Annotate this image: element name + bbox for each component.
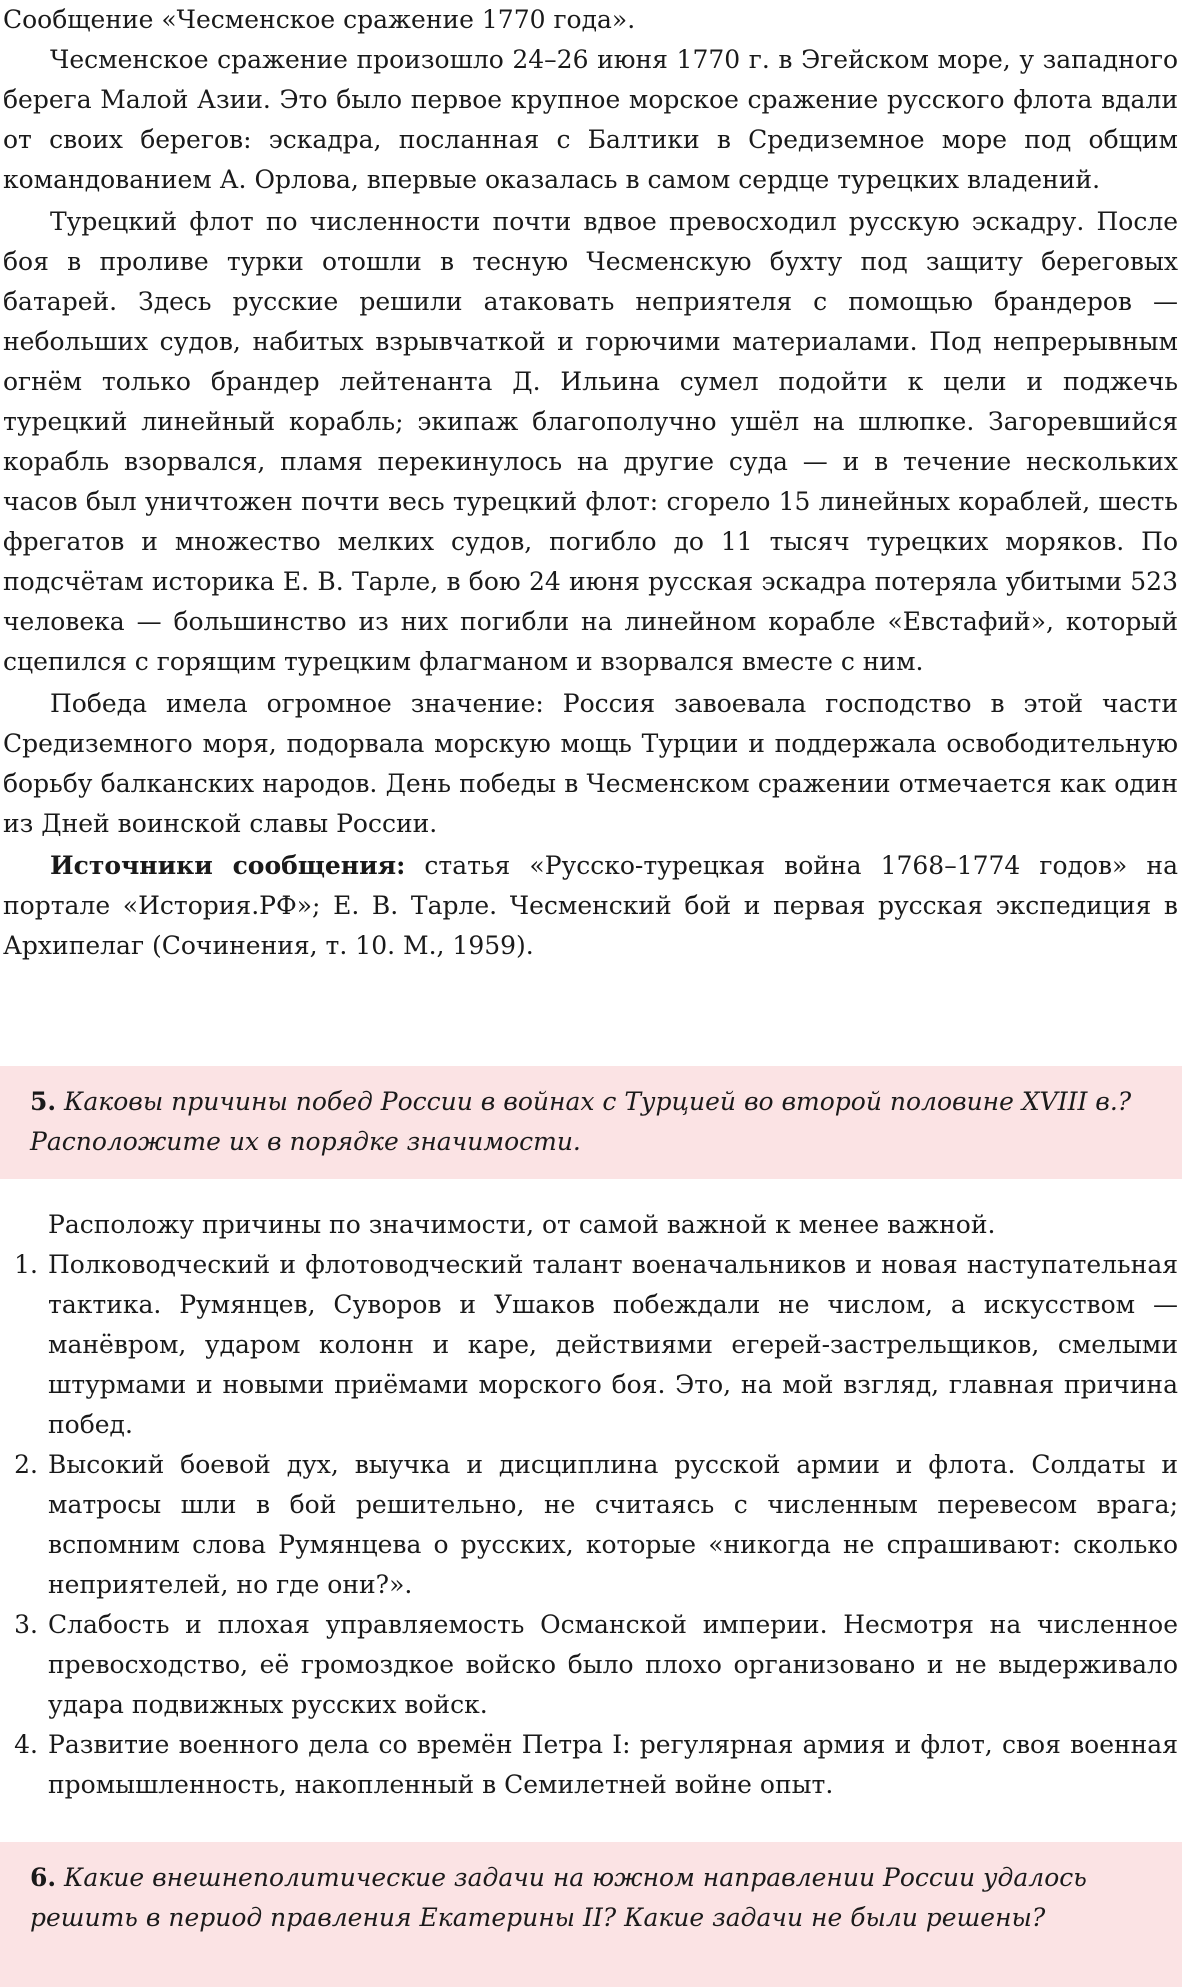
list-item-marker: 3. — [14, 1610, 38, 1639]
task-6-question: Какие внешнеполитические задачи на южном направлении России удалось решить в период правления Екатерины II? Какие задачи не были решены? — [30, 1863, 1087, 1932]
list-item-text: Полководческий и флотоводческий талант военачальников и новая наступательная тактика. Румянцев, Суворов и Ушаков побеждали не числом, а искусством — манёвром, ударом колонн и каре, действиями егерей-застрельщиков, смелыми штурмами и новыми приёмами морского боя. Это, на мой взгляд, главная причина побед. — [48, 1250, 1178, 1439]
list-item-marker: 4. — [14, 1730, 38, 1759]
message-paragraph-3: Победа имела огромное значение: Россия завоевала господство в этой части Средиземного моря, подорвала морскую мощь Турции и поддержала освободительную борьбу балканских народов. День победы в Чесменском сражении отмечается как один из Дней воинской славы России. — [3, 689, 1178, 838]
task-5-box — [0, 1066, 1182, 1179]
answer-5-intro: Расположу причины по значимости, от самой важной к менее важной. — [48, 1210, 996, 1239]
list-item — [3, 1605, 1178, 1725]
list-item-marker: 1. — [14, 1250, 38, 1279]
list-item-text: Высокий боевой дух, выучка и дисциплина русской армии и флота. Солдаты и матросы шли в бой решительно, не считаясь с численным перевесом врага; вспомним слова Румянцева о русских, которые «никогда не спрашивают: сколько неприятелей, но где они?». — [48, 1450, 1178, 1599]
list-item-text: Слабость и плохая управляемость Османской империи. Несмотря на численное превосходство, её громоздкое войско было плохо организовано и не выдерживало удара подвижных русских войск. — [48, 1610, 1178, 1719]
list-item-text: Развитие военного дела со времён Петра I: регулярная армия и флот, своя военная промышленность, накопленный в Семилетней войне опыт. — [48, 1730, 1178, 1799]
list-item — [3, 1725, 1178, 1805]
answer-5-list — [3, 1245, 1178, 1805]
message-sources — [3, 846, 1178, 966]
task-5-question: Каковы причины побед России в войнах с Турцией во второй половине XVIII в.? Расположите их в порядке значимости. — [30, 1087, 1132, 1156]
task-6-box — [0, 1842, 1182, 1987]
task-6-number: 6. — [30, 1863, 57, 1892]
list-item — [3, 1445, 1178, 1605]
message-block — [0, 0, 1182, 966]
message-title: Сообщение «Чесменское сражение 1770 года». — [3, 5, 636, 34]
sources-text: статья «Русско-турецкая война 1768–1774 годов» на портале «История.РФ»; Е. В. Тарле. Чесменский бой и первая русская экспедиция в Архипелаг (Сочинения, т. 10. М., 1959). — [3, 851, 1178, 960]
answer-5-block — [0, 1205, 1182, 1805]
task-5-number: 5. — [30, 1087, 57, 1116]
sources-label: Источники сообщения: — [50, 851, 406, 880]
message-paragraph-2: Турецкий флот по численности почти вдвое превосходил русскую эскадру. После боя в проливе турки отошли в тесную Чесменскую бухту под защиту береговых батарей. Здесь русские решили атаковать неприятеля с помощью брандеров — небольших судов, набитых взрывчаткой и горючими материалами. Под непрерывным огнём только брандер лейтенанта Д. Ильина сумел подойти к цели и поджечь турецкий линейный корабль; экипаж благополучно ушёл на шлюпке. Загоревшийся корабль взорвался, пламя перекинулось на другие суда — и в течение нескольких часов был уничтожен почти весь турецкий флот: сгорело 15 линейных кораблей, шесть фрегатов и множество мелких судов, погибло до 11 тысяч турецких моряков. По подсчётам историка Е. В. Тарле, в бою 24 июня русская эскадра потеряла убитыми 523 человека — большинство из них погибли на линейном корабле «Евстафий», который сцепился с горящим турецким флагманом и взорвался вместе с ним. — [3, 207, 1178, 676]
list-item — [3, 1245, 1178, 1445]
list-item-marker: 2. — [14, 1450, 38, 1479]
message-paragraph-1: Чесменское сражение произошло 24–26 июня 1770 г. в Эгейском море, у западного берега Малой Азии. Это было первое крупное морское сражение русского флота вдали от своих берегов: эскадра, посланная с Балтики в Средиземное море под общим командованием А. Орлова, впервые оказалась в самом сердце турецких владений. — [3, 45, 1178, 194]
